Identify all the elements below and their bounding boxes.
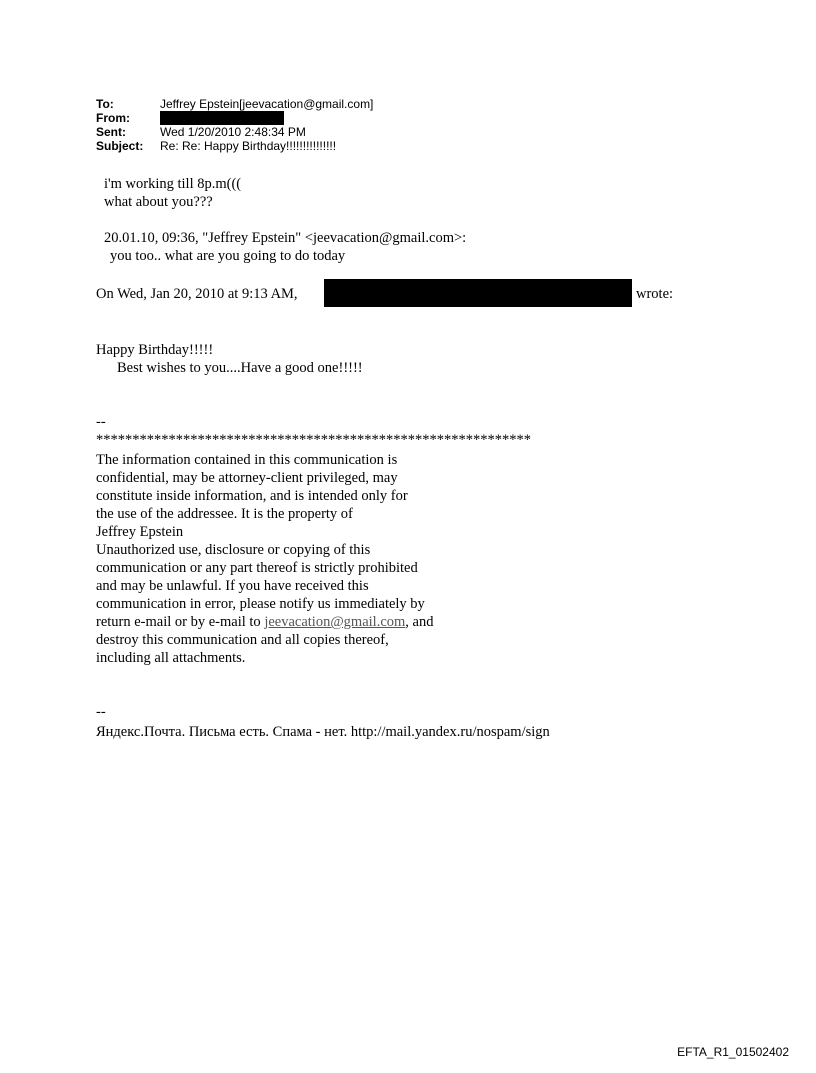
disclaimer-line: including all attachments.	[96, 650, 246, 666]
disclaimer-line: communication or any part thereof is strictly prohibited	[96, 560, 418, 576]
subject-value: Re: Re: Happy Birthday!!!!!!!!!!!!!!!	[160, 139, 337, 153]
original-intro: On Wed, Jan 20, 2010 at 9:13 AM,	[96, 286, 298, 302]
email-prefix: return e-mail or by e-mail to	[96, 614, 265, 630]
disclaimer-line: Unauthorized use, disclosure or copying of this	[96, 542, 371, 558]
to-row	[96, 97, 373, 111]
reply-line-1: i'm working till 8p.m(((	[104, 176, 242, 192]
reply-line-2: what about you???	[104, 194, 213, 210]
signature-text: Яндекс.Почта. Письма есть. Спама - нет. http://mail.yandex.ru/nospam/sign	[96, 724, 550, 740]
sent-row	[96, 125, 373, 139]
email-header	[96, 97, 373, 153]
subject-label: Subject:	[96, 139, 144, 153]
to-label: To:	[96, 97, 114, 111]
greeting: Happy Birthday!!!!!	[96, 342, 214, 358]
disclaimer-line: confidential, may be attorney-client privileged, may	[96, 470, 398, 486]
disclaimer-line: and may be unlawful. If you have received this	[96, 578, 369, 594]
disclaimer-dash: --	[96, 414, 106, 430]
sender-redaction	[324, 279, 632, 307]
from-label: From:	[96, 111, 130, 125]
document-id: EFTA_R1_01502402	[677, 1045, 789, 1059]
subject-row	[96, 139, 373, 153]
signature-dash: --	[96, 704, 106, 720]
email-suffix: , and	[405, 614, 434, 630]
to-value: Jeffrey Epstein[jeevacation@gmail.com]	[160, 97, 374, 111]
disclaimer-line: The information contained in this communication is	[96, 452, 398, 468]
from-row	[96, 111, 373, 125]
sent-label: Sent:	[96, 125, 126, 139]
wrote-label: wrote:	[636, 286, 674, 302]
disclaimer-line: the use of the addressee. It is the property of	[96, 506, 353, 522]
disclaimer-line: communication in error, please notify us immediately by	[96, 596, 425, 612]
disclaimer-stars: ************************************************************	[96, 432, 531, 448]
disclaimer-email-line	[96, 613, 433, 631]
disclaimer-line: constitute inside information, and is intended only for	[96, 488, 408, 504]
wishes: Best wishes to you....Have a good one!!!!!	[117, 360, 363, 376]
sent-value: Wed 1/20/2010 2:48:34 PM	[160, 125, 306, 139]
disclaimer-line: destroy this communication and all copies thereof,	[96, 632, 389, 648]
quoted-meta: 20.01.10, 09:36, "Jeffrey Epstein" <jeevacation@gmail.com>:	[104, 230, 467, 246]
quoted-line: you too.. what are you going to do today	[110, 248, 346, 264]
email-link[interactable]: jeevacation@gmail.com	[264, 614, 406, 630]
disclaimer-line: Jeffrey Epstein	[96, 524, 184, 540]
from-redaction	[160, 111, 284, 125]
